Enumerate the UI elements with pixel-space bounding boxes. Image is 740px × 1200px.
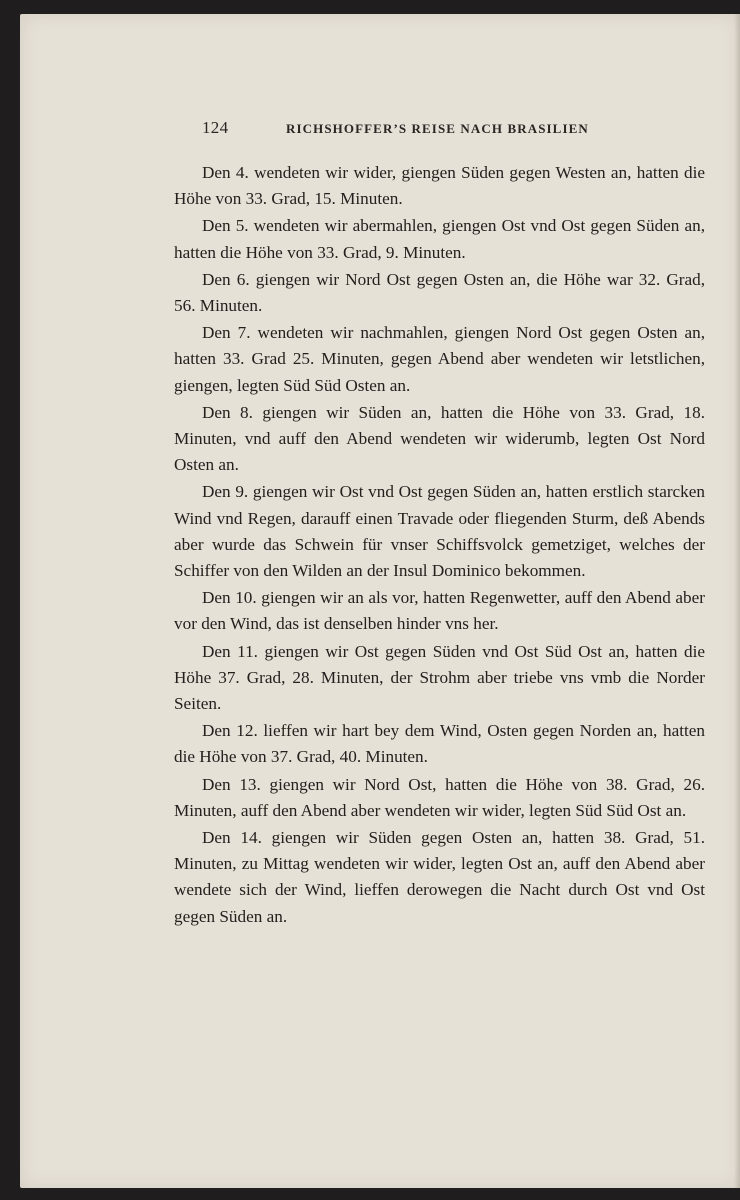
running-head: RICHSHOFFER’S REISE NACH BRASILIEN	[286, 121, 589, 136]
entry-day-4: Den 4. wendeten wir wider, giengen Süden gegen Westen an, hatten die Höhe von 33. Grad, 15. Minuten.	[174, 163, 705, 209]
page-body	[174, 160, 705, 930]
entry-day-5: Den 5. wendeten wir abermahlen, giengen Ost vnd Ost gegen Süden an, hatten die Höhe von 33. Grad, 9. Minuten.	[174, 216, 705, 262]
entry-day-9: Den 9. giengen wir Ost vnd Ost gegen Süden an, hatten erstlich starcken Wind vnd Regen, darauff einen Travade oder fliegenden Sturm, deß Abends aber wurde das Schwein für vnser Schiffsvolck gemetziget, welches der Schiffer von den Wilden an der Insul Dominico bekommen.	[174, 482, 705, 581]
entry-day-11: Den 11. giengen wir Ost gegen Süden vnd Ost Süd Ost an, hatten die Höhe 37. Grad, 28. Minuten, der Strohm aber triebe vns vmb die Norder Seiten.	[174, 641, 705, 714]
entry-day-10: Den 10. giengen wir an als vor, hatten Regenwetter, auff den Abend aber vor den Wind, das ist denselben hinder vns her.	[174, 588, 705, 634]
entry-day-7: Den 7. wendeten wir nachmahlen, giengen Nord Ost gegen Osten an, hatten 33. Grad 25. Minuten, gegen Abend aber wendeten wir letstlichen, giengen, legten Süd Süd Osten an.	[174, 323, 705, 395]
book-page	[20, 14, 740, 1188]
page-edge-shadow	[734, 14, 740, 1188]
entry-day-6: Den 6. giengen wir Nord Ost gegen Osten an, die Höhe war 32. Grad, 56. Minuten.	[174, 269, 705, 316]
entry-day-13: Den 13. giengen wir Nord Ost, hatten die Höhe von 38. Grad, 26. Minuten, auff den Abend aber wendeten wir wider, legten Süd Süd Ost an.	[174, 774, 705, 820]
entry-day-14: Den 14. giengen wir Süden gegen Osten an, hatten 38. Grad, 51. Minuten, zu Mittag wendeten wir wider, legten Ost an, auff den Abend aber wendete sich der Wind, lieffen derowegen die Nacht durch Ost vnd Ost gegen Süden an.	[174, 828, 705, 926]
page-number: 124	[202, 118, 229, 137]
entry-day-8: Den 8. giengen wir Süden an, hatten die Höhe von 33. Grad, 18. Minuten, vnd auff den Abend wendeten wir widerumb, legten Ost Nord Osten an.	[174, 402, 705, 475]
page-header	[184, 110, 704, 137]
entry-day-12: Den 12. lieffen wir hart bey dem Wind, Osten gegen Norden an, hatten die Höhe von 37. Grad, 40. Minuten.	[174, 721, 705, 767]
